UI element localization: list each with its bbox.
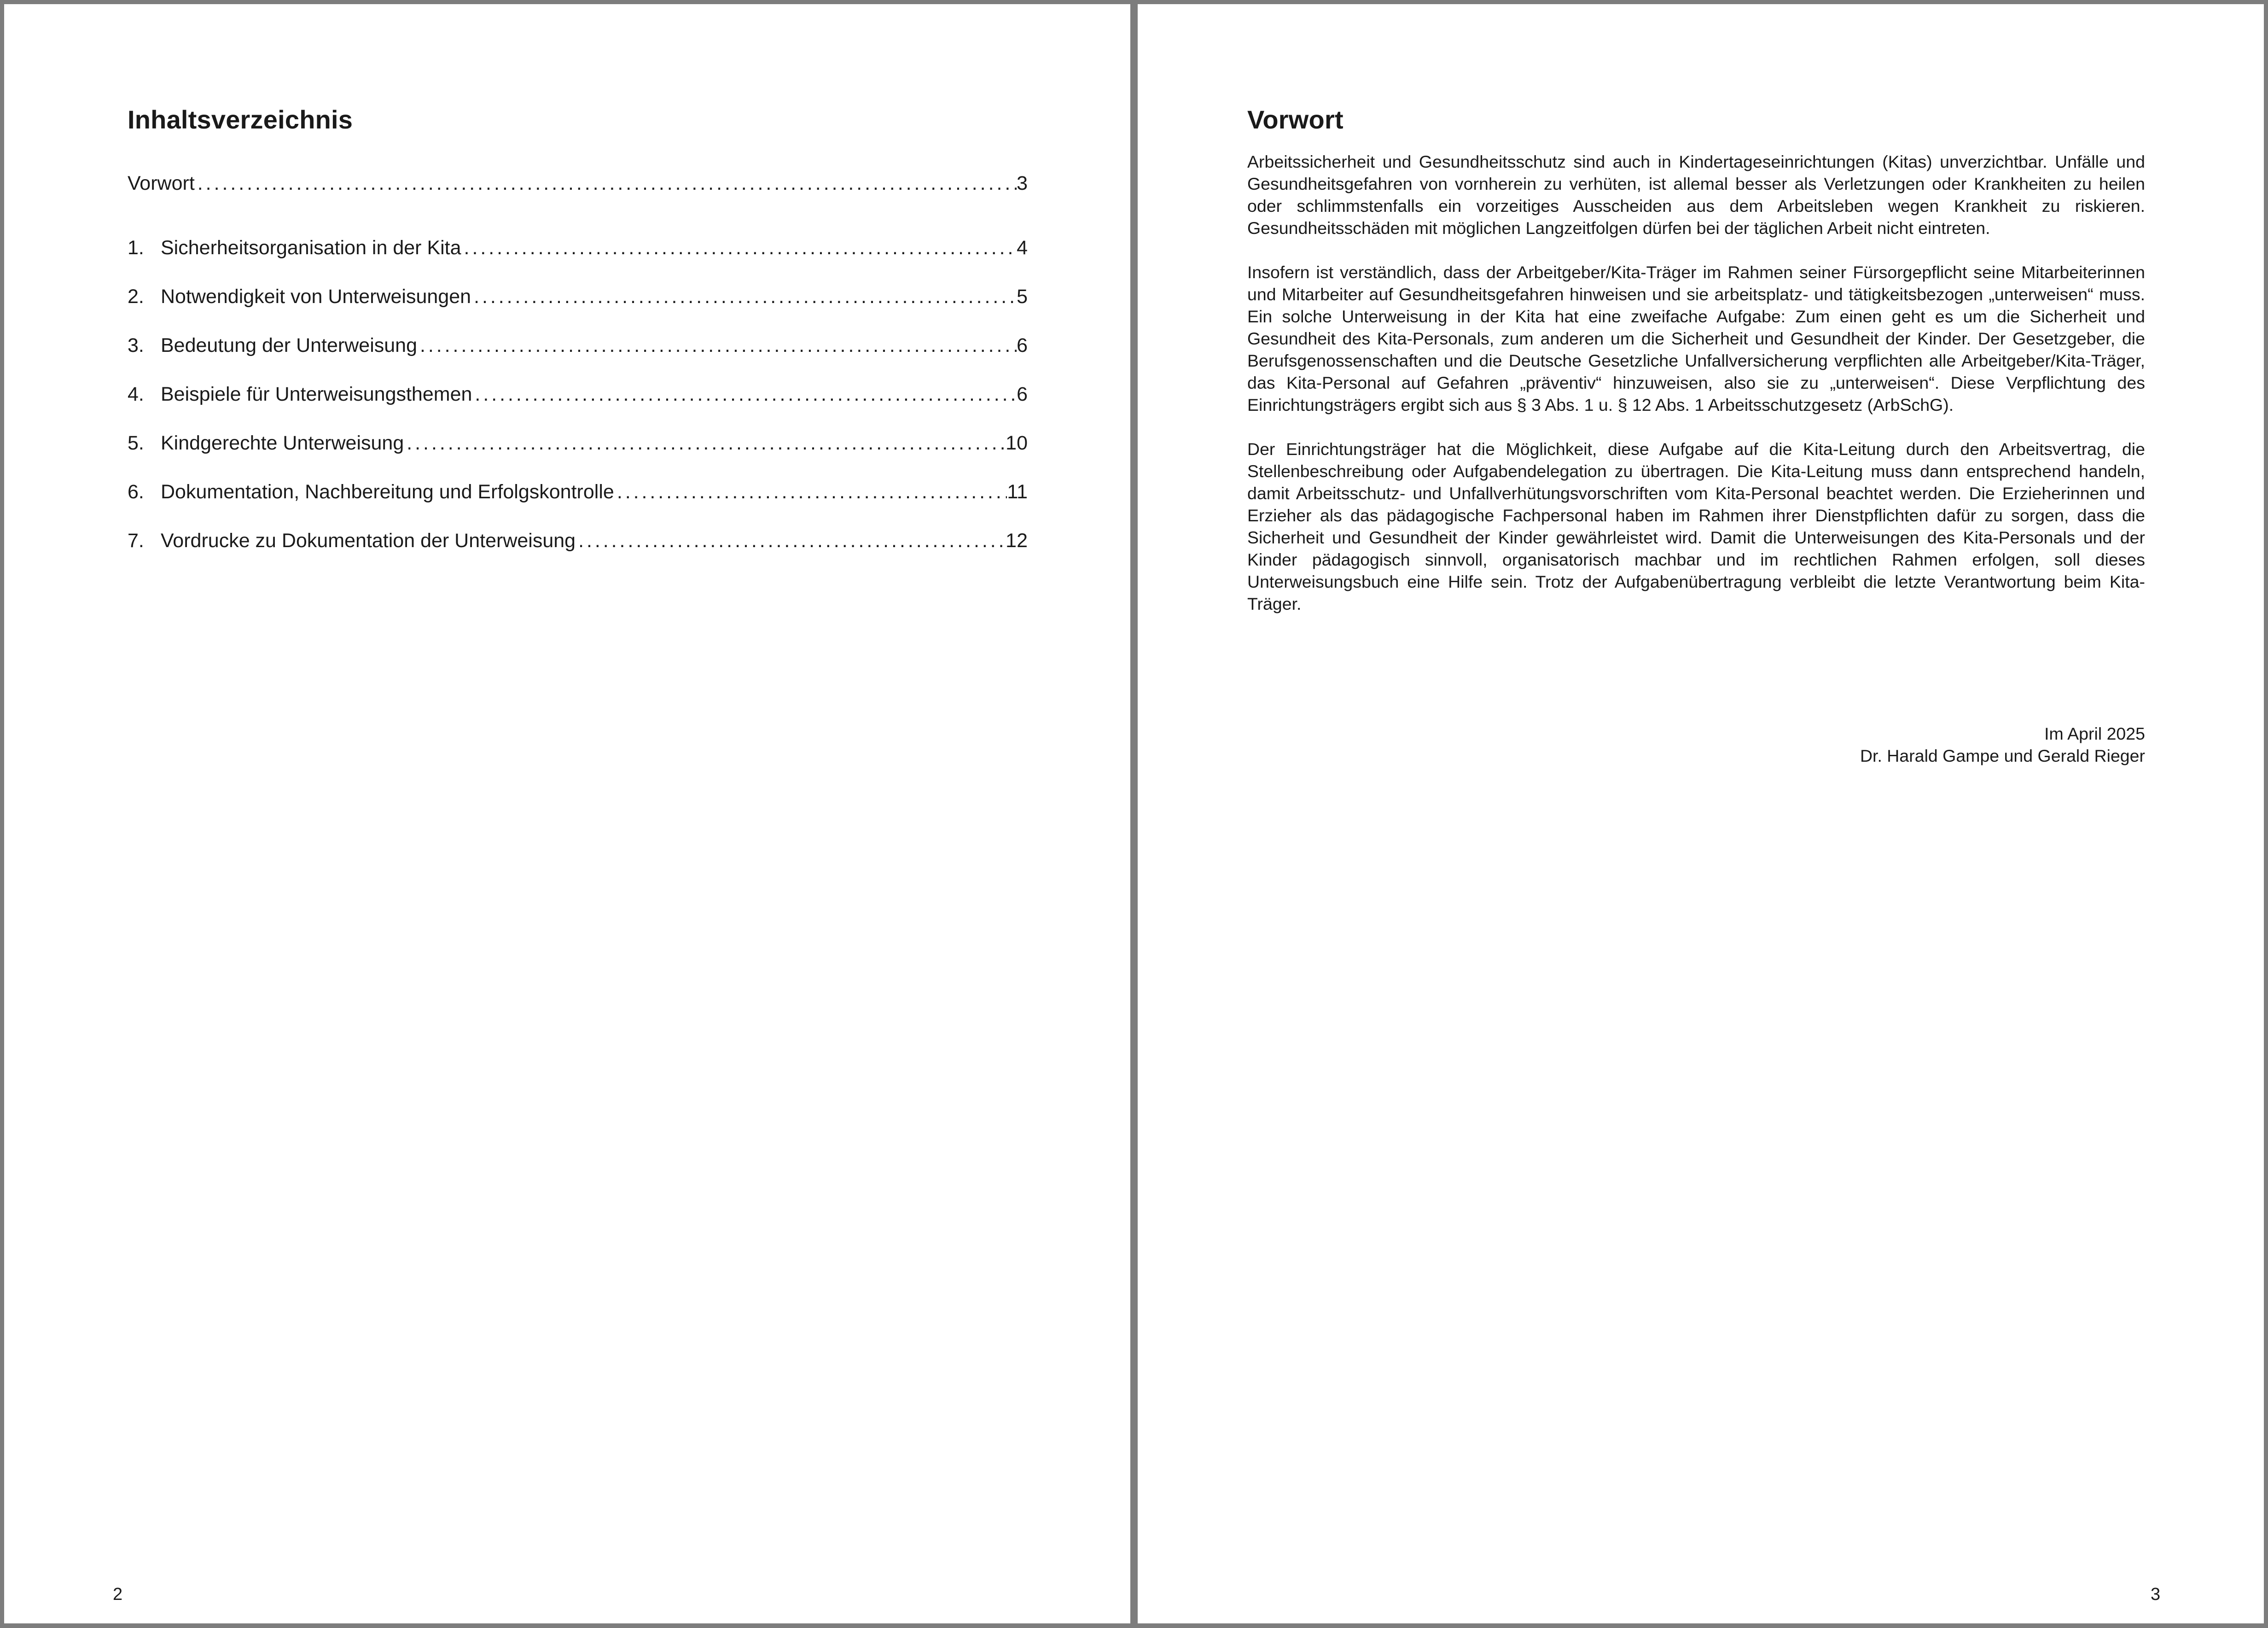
toc-entry-number: 7. <box>128 530 144 552</box>
toc-entry-title: Sicherheitsorganisation in der Kita <box>161 237 461 259</box>
toc-entry-number: 4. <box>128 383 144 405</box>
toc-leader-dots <box>404 432 1006 455</box>
toc-entry-page: 6 <box>1017 334 1028 356</box>
toc-entry-page: 6 <box>1017 383 1028 405</box>
foreword-paragraph: Der Einrichtungsträger hat die Möglichkeit, diese Aufgabe auf die Kita-Leitung durch den Arbeitsvertrag, die Stellenbeschreibung oder Aufgabendelegation zu übertragen. Die Kita-Leitung muss dann entsprechend handeln, damit Arbeitsschutz- und Unfallverhütungsvorschriften vom Kita-Personal beachtet werden. Die Erzieherinnen und Erzieher als das pädagogische Fachpersonal haben im Rahmen ihrer Dienstpflichten dafür zu sorgen, dass die Sicherheit und Gesundheit der Kinder gewährleistet wird. Damit die Unterweisungen des Kita-Personals und der Kinder pädagogisch sinnvoll, organisatorisch machbar und im rechtlichen Rahmen erfolgen, soll dieses Unterweisungsbuch eine Hilfe sein. Trotz der Aufgabenübertragung verbleibt die letzte Verantwortung beim Kita-Träger. <box>1247 439 2145 613</box>
toc-leader-dots <box>461 237 1017 259</box>
toc-entry[interactable] <box>128 172 1028 200</box>
foreword-paragraph: Arbeitssicherheit und Gesundheitsschutz sind auch in Kindertageseinrichtungen (Kitas) unverzichtbar. Unfälle und Gesundheitsgefahren von vornherein zu verhüten, ist allemal besser als Verletzungen oder Krankheiten zu heilen oder schlimmstenfalls ein vorzeitiges Ausscheiden aus dem Arbeitsleben wegen Krankheit zu riskieren. Gesundheitsschäden mit möglichen Langzeitfolgen dürfen bei der täglichen Arbeit nicht eintreten. <box>1247 152 2145 238</box>
toc-entry-title: Beispiele für Unterweisungsthemen <box>161 383 472 405</box>
foreword-body <box>1247 151 2145 637</box>
left-page <box>4 4 1130 1623</box>
toc-entry[interactable] <box>128 286 1028 313</box>
toc-entry-page: 10 <box>1006 432 1028 454</box>
toc-entry[interactable] <box>128 432 1028 460</box>
signature-authors: Dr. Harald Gampe und Gerald Rieger <box>1860 746 2145 765</box>
toc-entry-title: Vordrucke zu Dokumentation der Unterweisung <box>161 530 576 552</box>
toc-entry-number: 6. <box>128 481 144 503</box>
toc-entry-number: 3. <box>128 334 144 356</box>
toc-entry-title: Bedeutung der Unterweisung <box>161 334 417 356</box>
toc-entry[interactable] <box>128 481 1028 508</box>
toc-entry-page: 4 <box>1017 237 1028 259</box>
signature-block <box>1860 723 2145 767</box>
toc-entry-title: Vorwort <box>128 172 195 194</box>
toc-entry-title: Kindgerechte Unterweisung <box>161 432 404 454</box>
toc-leader-dots <box>417 334 1017 357</box>
toc-entry-title: Dokumentation, Nachbereitung und Erfolgskontrolle <box>161 481 614 503</box>
signature-date: Im April 2025 <box>2044 724 2145 743</box>
toc-entry-number: 1. <box>128 237 144 259</box>
toc-entry[interactable] <box>128 334 1028 362</box>
toc-entry-page: 5 <box>1017 286 1028 308</box>
toc-leader-dots <box>576 530 1006 552</box>
toc-leader-dots <box>195 172 1017 195</box>
toc-leader-dots <box>472 383 1017 406</box>
toc-entry-page: 11 <box>1007 481 1028 503</box>
toc-entry[interactable] <box>128 530 1028 557</box>
toc-entry-number: 5. <box>128 432 144 454</box>
toc-entry-number: 2. <box>128 286 144 308</box>
toc-leader-dots <box>471 286 1017 308</box>
right-page <box>1138 4 2264 1623</box>
toc-heading: Inhaltsverzeichnis <box>128 105 353 134</box>
page-number: 2 <box>113 1585 123 1604</box>
toc-entry[interactable] <box>128 237 1028 264</box>
toc-entry-page: 12 <box>1006 530 1028 552</box>
toc-entry-title: Notwendigkeit von Unterweisungen <box>161 286 471 308</box>
foreword-heading: Vorwort <box>1247 105 1343 134</box>
foreword-paragraph: Insofern ist verständlich, dass der Arbeitgeber/Kita-Träger im Rahmen seiner Fürsorgepflicht seine Mitarbeiterinnen und Mitarbeiter auf Gesundheitsgefahren hinweisen und sie arbeitsplatz- und tätigkeitsbezogen „unterweisen“ muss. Ein solche Unterweisung in der Kita hat eine zweifache Aufgabe: Zum einen geht es um die Sicherheit und Gesundheit des Kita-Personals, zum anderen um die Sicherheit und Gesundheit der Kinder. Der Gesetzgeber, die Berufsgenossenschaften und die Deutsche Gesetzliche Unfallversicherung verpflichten alle Arbeitgeber/Kita-Träger, das Kita-Personal auf Gefahren „präventiv“ hinzuweisen, also sie zu „unterweisen“. Diese Verpflichtung des Einrichtungsträgers ergibt sich aus § 3 Abs. 1 u. § 12 Abs. 1 Arbeitsschutzgesetz (ArbSchG). <box>1247 263 2145 414</box>
toc-entry[interactable] <box>128 383 1028 411</box>
toc-leader-dots <box>614 481 1007 503</box>
page-number: 3 <box>2151 1585 2161 1604</box>
toc-entry-page: 3 <box>1017 172 1028 194</box>
